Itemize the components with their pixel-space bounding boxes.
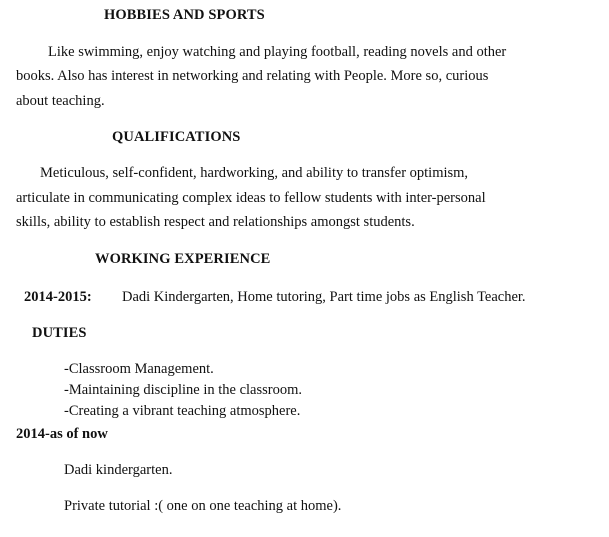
hobbies-line-1: Like swimming, enjoy watching and playing football, reading novels and other xyxy=(48,44,507,60)
current-item: Private tutorial :( one on one teaching at home). xyxy=(64,498,342,514)
experience-description: Dadi Kindergarten, Home tutoring, Part time jobs as English Teacher. xyxy=(122,289,526,305)
qualifications-line-1: Meticulous, self-confident, hardworking, and ability to transfer optimism, xyxy=(40,165,469,181)
qualifications-line-3: skills, ability to establish respect and relationships amongst students. xyxy=(16,214,415,230)
qualifications-line-2: articulate in communicating complex ideas to fellow students with inter-personal xyxy=(16,190,486,206)
experience-period: 2014-2015: xyxy=(24,289,92,305)
qualifications-heading: QUALIFICATIONS xyxy=(112,129,241,145)
duty-item: -Classroom Management. xyxy=(64,361,214,377)
duties-heading: DUTIES xyxy=(32,325,87,341)
duty-item: -Creating a vibrant teaching atmosphere. xyxy=(64,403,301,419)
hobbies-line-2: books. Also has interest in networking and relating with People. More so, curious xyxy=(16,68,489,84)
hobbies-heading: HOBBIES AND SPORTS xyxy=(104,7,265,23)
current-item: Dadi kindergarten. xyxy=(64,462,173,478)
current-period: 2014-as of now xyxy=(16,426,108,442)
hobbies-line-3: about teaching. xyxy=(16,93,105,109)
experience-heading: WORKING EXPERIENCE xyxy=(95,251,271,267)
duty-item: -Maintaining discipline in the classroom. xyxy=(64,382,302,398)
